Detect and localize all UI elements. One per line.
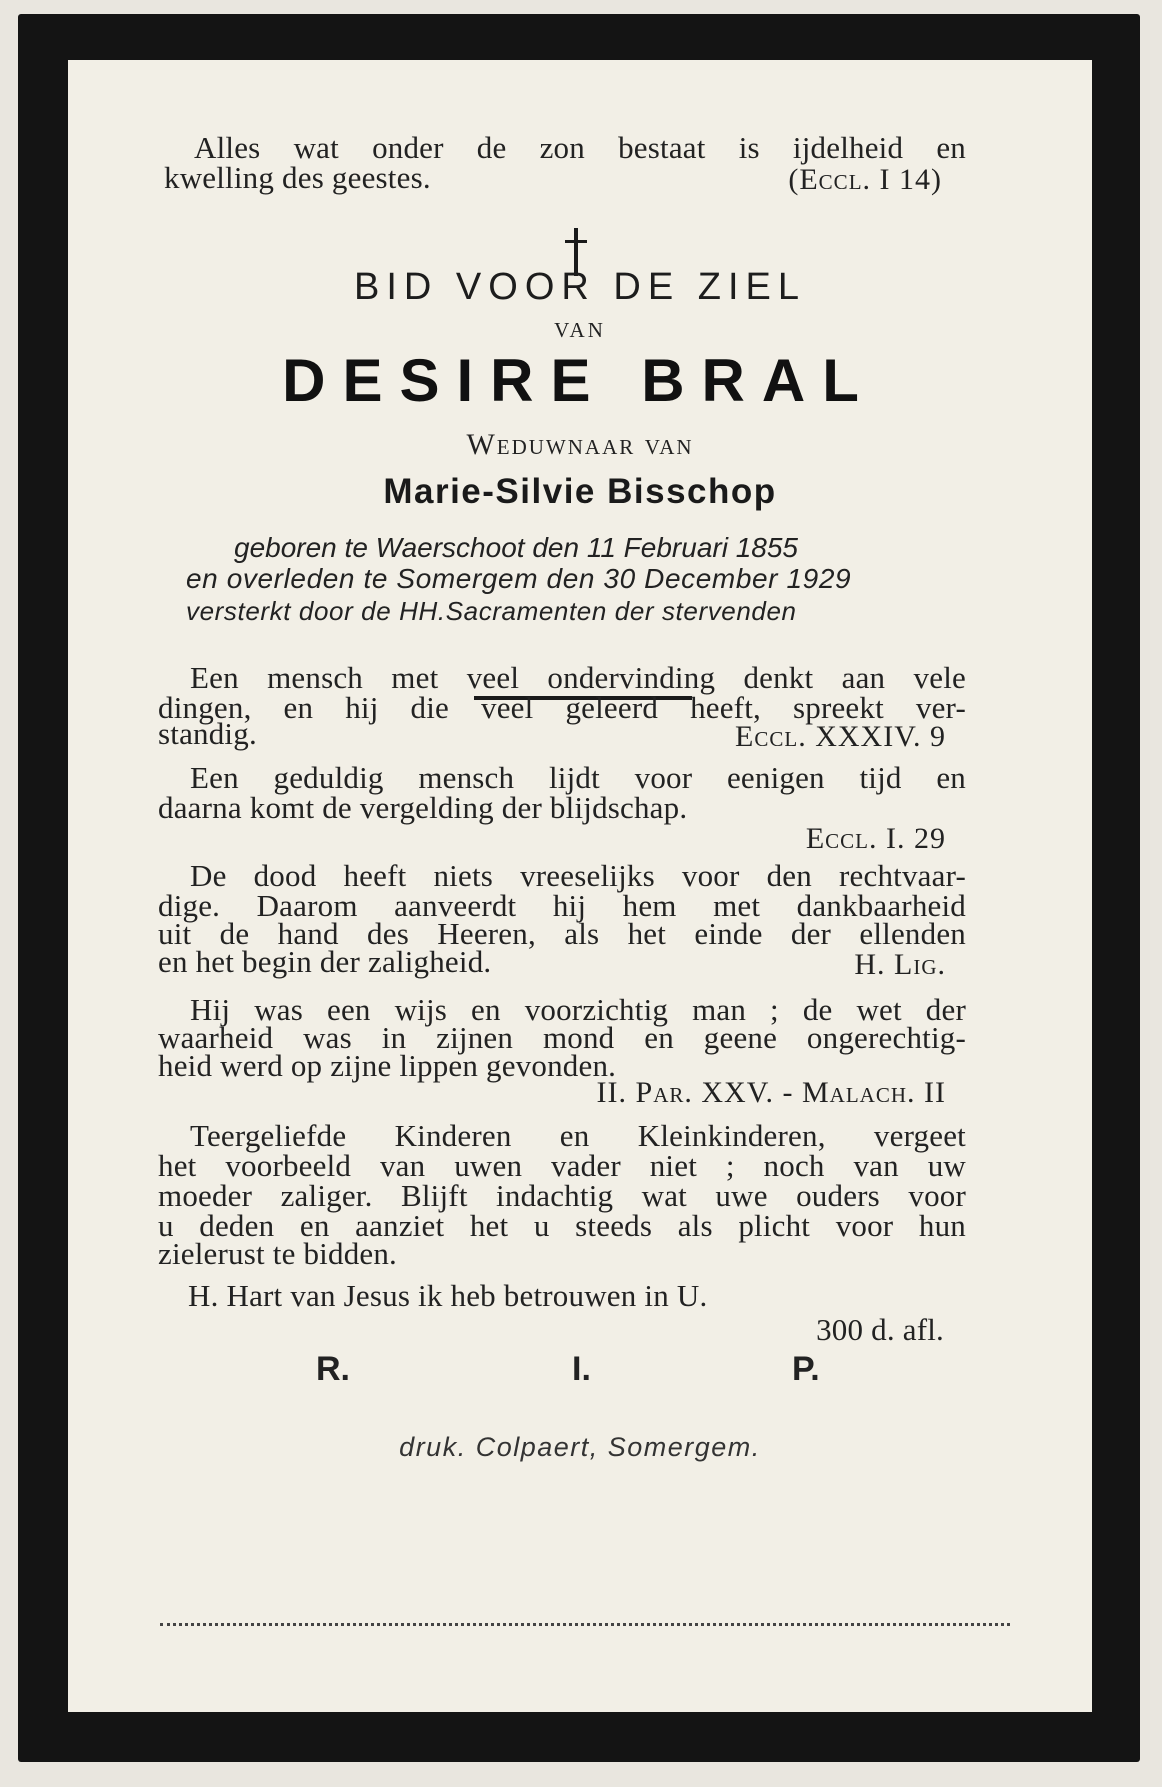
death-line: en overleden te Somergem den 30 December 1929	[186, 563, 852, 594]
card-face	[68, 60, 1092, 1712]
epigraph-reference: (Eccl. I 14)	[788, 163, 942, 196]
verse-4-reference: II. Par. XXV. - Malach. II	[596, 1076, 946, 1109]
verse-5-line-3: moeder zaliger. Blijft indachtig wat uwe ouders voor	[158, 1178, 966, 1213]
mourning-card-border	[18, 14, 1140, 1762]
rip-p: P.	[792, 1350, 820, 1388]
verse-3-line-4: en het begin der zaligheid.	[158, 944, 492, 979]
verse-3-line-2: dige. Daarom aanveerdt hij hem met dankbaarheid	[158, 888, 966, 923]
verse-1-line-1: Een mensch met veel ondervinding denkt aan vele	[190, 660, 966, 695]
epigraph-line-1: Alles wat onder de zon bestaat is ijdelheid en	[194, 130, 966, 165]
deceased-name: DESIRE BRAL	[282, 347, 876, 414]
verse-4-line-3: heid werd op zijne lippen gevonden.	[158, 1048, 617, 1083]
verse-3-reference: H. Lig.	[854, 948, 946, 981]
spouse-name: Marie-Silvie Bisschop	[383, 472, 777, 511]
verse-5-line-4: u deden en aanziet het u steeds als plicht voor hun	[158, 1208, 966, 1243]
verse-1-line-2: dingen, en hij die veel geleerd heeft, spreekt ver-	[158, 690, 966, 725]
verse-2-line-2: daarna komt de vergelding der blijdschap.	[158, 790, 688, 825]
indulgence-note: 300 d. afl.	[816, 1312, 944, 1347]
weduwnaar-label: Weduwnaar van	[466, 428, 694, 461]
verse-5-line-5: zielerust te bidden.	[158, 1236, 397, 1271]
verse-3-line-1: De dood heeft niets vreeselijks voor den rechtvaar-	[190, 858, 966, 893]
epigraph-line-2: kwelling des geestes.	[164, 160, 431, 195]
dotted-rule	[160, 1623, 1010, 1626]
printer-credit: druk. Colpaert, Somergem.	[399, 1432, 761, 1462]
verse-2-reference: Eccl. I. 29	[805, 822, 946, 855]
sacraments-line: versterkt door de HH.Sacramenten der stervenden	[186, 596, 797, 626]
verse-4-line-2: waarheid was in zijnen mond en geene ongerechtig-	[158, 1020, 966, 1055]
birth-line: geboren te Waerschoot den 11 Februari 1855	[234, 532, 799, 563]
rip-r: R.	[316, 1350, 350, 1388]
verse-5-line-2: het voorbeeld van uwen vader niet ; noch van uw	[158, 1148, 966, 1183]
verse-4-line-1: Hij was een wijs en voorzichtig man ; de wet der	[190, 992, 966, 1027]
verse-6-line-1: H. Hart van Jesus ik heb betrouwen in U.	[188, 1278, 708, 1313]
verse-1-reference: Eccl. XXXIV. 9	[735, 720, 946, 753]
verse-1-line-3: standig.	[158, 716, 257, 751]
bid-voor-de-ziel-heading: BID VOOR DE ZIEL	[354, 266, 806, 308]
verse-5-line-1: Teergeliefde Kinderen en Kleinkinderen, vergeet	[190, 1118, 966, 1153]
van-label: VAN	[554, 318, 606, 342]
rip-i: I.	[572, 1350, 591, 1388]
verse-3-line-3: uit de hand des Heeren, als het einde der ellenden	[158, 916, 966, 951]
verse-2-line-1: Een geduldig mensch lijdt voor eenigen tijd en	[190, 760, 966, 795]
